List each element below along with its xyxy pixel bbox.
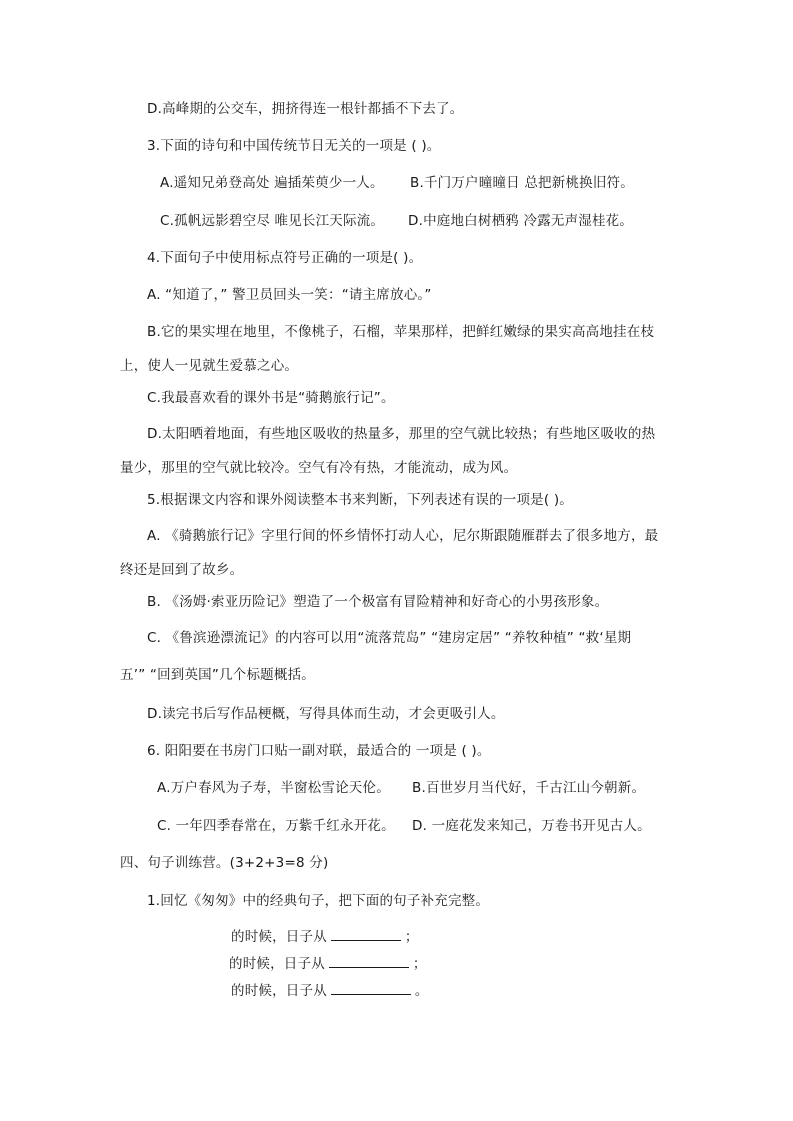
q5-option-a-line2: 终还是回到了故乡。 — [120, 562, 244, 578]
q5-option-d: D.读完书后写作品梗概，写得具体而生动，才会更吸引人。 — [147, 706, 505, 722]
fill-line-3-prefix: 的时候，日子从 — [231, 983, 327, 999]
q4-option-b-line1: B.它的果实埋在地里，不像桃子，石榴，苹果那样，把鲜红嫩绿的果实高高地挂在枝 — [147, 324, 655, 340]
q3-option-c: C.孤帆远影碧空尽 唯见长江天际流。 — [160, 213, 385, 229]
q5-option-c-line1: C. 《鲁滨逊漂流记》的内容可以用“流落荒岛” “建房定居” “养牧种植” “救‘星期 — [147, 630, 632, 646]
q6-option-b: B.百世岁月当代好，千古江山今朝新。 — [412, 780, 646, 796]
q6-option-d: D. 一庭花发来知己，万卷书开见古人。 — [412, 818, 651, 834]
q5-option-b: B. 《汤姆·索亚历险记》塑造了一个极富有冒险精神和好奇心的小男孩形象。 — [147, 594, 609, 610]
fill-blank-2[interactable] — [329, 953, 409, 968]
section4-q1-stem: 1.回忆《匆匆》中的经典句子，把下面的句子补充完整。 — [147, 893, 490, 909]
fill-line-3 — [231, 980, 429, 1001]
q5-option-a-line1: A. 《骑鹅旅行记》字里行间的怀乡情怀打动人心，尼尔斯跟随雁群去了很多地方，最 — [147, 528, 659, 544]
fill-line-3-suffix: 。 — [414, 983, 429, 999]
q4-option-b-line2: 上，使人一见就生爱慕之心。 — [120, 358, 299, 374]
q2-option-d: D.高峰期的公交车，拥挤得连一根针都插不下去了。 — [147, 101, 464, 117]
q3-option-d: D.中庭地白树栖鸦 冷露无声湿桂花。 — [408, 213, 634, 229]
fill-line-2 — [229, 953, 427, 974]
fill-line-1-suffix: ； — [404, 929, 419, 945]
q3-option-a: A.遥知兄弟登高处 遍插茱萸少一人。 — [160, 175, 384, 191]
q3-option-b: B.千门万户曈曈日 总把新桃换旧符。 — [410, 175, 634, 191]
q5-stem: 5.根据课文内容和课外阅读整本书来判断，下列表述有误的一项是( )。 — [147, 492, 574, 508]
fill-blank-1[interactable] — [331, 926, 401, 941]
fill-line-1-prefix: 的时候，日子从 — [231, 929, 327, 945]
q4-stem: 4.下面句子中使用标点符号正确的一项是( )。 — [147, 250, 423, 266]
q6-stem: 6. 阳阳要在书房门口贴一副对联，最适合的 一项是 ( )。 — [147, 743, 491, 759]
q6-option-a: A.万户春风为子寿，半窗松雪论天伦。 — [157, 780, 390, 796]
q4-option-a: A. “知道了，” 警卫员回头一笑：“请主席放心。” — [147, 287, 432, 303]
q4-option-d-line2: 量少，那里的空气就比较冷。空气有冷有热，才能流动，成为风。 — [120, 460, 518, 476]
fill-blank-3[interactable] — [331, 980, 411, 995]
fill-line-2-suffix: ； — [412, 956, 427, 972]
q4-option-c: C.我最喜欢看的课外书是“骑鹅旅行记”。 — [147, 390, 395, 406]
q3-stem: 3.下面的诗句和中国传统节日无关的一项是 ( )。 — [147, 138, 441, 154]
section4-title: 四、句子训练营。(3+2+3=8 分) — [120, 855, 329, 871]
fill-line-2-prefix: 的时候，日子从 — [229, 956, 325, 972]
q6-option-c: C. 一年四季春常在，万紫千红永开花。 — [157, 818, 395, 834]
q4-option-d-line1: D.太阳晒着地面，有些地区吸收的热量多，那里的空气就比较热；有些地区吸收的热 — [147, 426, 656, 442]
fill-line-1 — [231, 926, 419, 947]
q5-option-c-line2: 五’” “回到英国”几个标题概括。 — [120, 667, 315, 683]
